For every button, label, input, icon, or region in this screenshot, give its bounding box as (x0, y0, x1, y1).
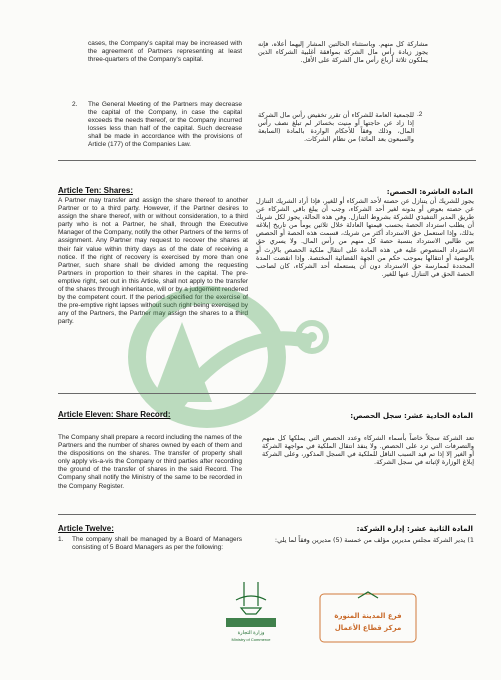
seal-line2: مركز قطاع الأعمال (334, 624, 402, 632)
art11-body-ar: تعد الشركة سجلاً خاصاً بأسماء الشركاء وعدد الحصص التي يملكها كل منهم والتصرفات التي ترد على الحصص. ولا ينفذ انتقال الملكية في مواجهة الشركة أو الغير إلا إذا تم قيد السبب الناقل للملكية في السجل المذكور، وعلى الشركة إبلاغ الوزارة لإثباته في سجل الشركة. (262, 434, 474, 467)
art11-heading-ar: المادة الحادية عشر: سجل الحصص: (350, 411, 473, 420)
ministry-stamp (206, 572, 296, 652)
art10-body-en: A Partner may transfer and assign the share thereof to another Partner or to a third party. However, if the Partner desires to assign the share thereof, with or without consideration, to a third party who is not a Partner, he shall, through the Executive Manager of the Company, notify the other Partners of the terms of assignment. Any Partner may request to recover the shares at their fair value within thirty days as of the date of receiving a notice. If the right of recovery is exercised by more than one Partner, such share shall be divided among the requesting Partners in proportion to their shares in the capital. The pre-emptive right, set out in this Article, shall not apply to the transfer of the shares through inheritance, will or by a judgement rendered by the competent court. If the period specified for the exercise of the pre-emptive right lapses without such right being exercised by any of the Partners, the Partner may assign the shares to a third party. (58, 197, 248, 326)
art12-item1-ar: 1) يدير الشركة مجلس مديرين مؤلف من خمسة (5) مديرين وفقاً لما يلي: (274, 536, 474, 544)
art10-heading-ar: المادة العاشرة: الحصص: (386, 187, 473, 196)
art11-heading-en: Article Eleven: Share Record: (58, 410, 171, 419)
art9-item2-number-ar: .2 (417, 111, 423, 118)
art9-en-continuation: cases, the Company's capital may be increased with the agreement of Partners representing at least three-quarters of the Company's capital. (88, 40, 242, 64)
art11-body-en: The Company shall prepare a record including the names of the Partners and the number of shares owned by each of them and the dispositions on the shares. The transfer of property shall only apply vis-a-vis the Company or third parties after recording the ground of the transfer of shares in the said Record. The Company shall notify the Ministry of the same to be recorded in the Company Register. (58, 434, 242, 490)
art9-item2-en: The General Meeting of the Partners may decrease the capital of the Company, in case the capital exceeds the needs thereof, or the Company incurred losses less than half of the capital. Such decrease shall be made in accordance with the provisions of Article (177) of the Companies Law. (88, 101, 242, 149)
divider-middle (58, 393, 476, 394)
divider-bottom (58, 514, 476, 515)
art9-item2-ar: للجمعية العامة للشركاء أن تقرر تخفيض رأس مال الشركة إذا زاد عن حاجتها أو منيت بخسائر لم تبلغ نصف رأس المال، وذلك وفقاً للأحكام الواردة بالمادة (السابعة والسبعون بعد المائة) من نظام الشركات. (258, 111, 414, 144)
art10-heading-en: Article Ten: Shares: (58, 186, 133, 195)
watermark-logo (112, 262, 362, 452)
seal-line1: فرع المدينة المنورة (334, 612, 402, 620)
art12-heading-en: Article Twelve: (58, 524, 114, 533)
art12-item1-number: 1. (58, 536, 64, 543)
art9-ar-continuation: مشاركة كل منهم. وباستثناء الحالتين المشار إليهما أعلاه، فإنه يجوز زيادة رأس مال الشركة بموافقة أغلبية الشركاء الذين يملكون ثلاثة أرباع رأس مال الشركة على الأقل. (258, 40, 428, 65)
art12-heading-ar: المادة الثانية عشر: إدارة الشركة: (356, 524, 473, 533)
ministry-stamp-ar: وزارة التجارة (237, 630, 265, 636)
art10-body-ar: يجوز للشريك أن يتنازل عن حصته لأحد الشركاء أو للغير، فإذا أراد الشريك التنازل عن حصته بعوض أو بدونه لغير أحد الشركاء، وجب أن يبلغ باقي الشركاء عن طريق المدير التنفيذي للشركة بشروط التنازل. وفي هذه الحالة، يجوز لكل شريك أن يطلب استرداد الحصة بحسب قيمتها العادلة خلال ثلاثين يوماً من تاريخ إبلاغه بذلك، وإذا استعمل حق الاسترداد أكثر من شريك، قسمت هذه الحصة أو الحصص بين طالبي الاسترداد بنسبة حصة كل منهم من رأس المال. ولا يسري حق الاسترداد المنصوص عليه في هذه المادة على انتقال ملكية الحصص بالإرث أو بالوصية أو انتقالها بموجب حكم من الجهة القضائية المختصة. وإذا انقضت المدة المحددة لممارسة حق الاسترداد دون أن يستعمله أحد الشركاء، كان لصاحب الحصة الحق في التنازل عنها للغير. (256, 197, 474, 278)
art12-item1-en: The company shall be managed by a Board of Managers consisting of 5 Board Managers as per the following: (72, 536, 242, 552)
ministry-stamp-en: Ministry of Commerce (231, 637, 271, 642)
branch-seal (318, 590, 418, 650)
art9-item2-number-en: 2. (72, 101, 78, 108)
divider-top (58, 160, 476, 161)
